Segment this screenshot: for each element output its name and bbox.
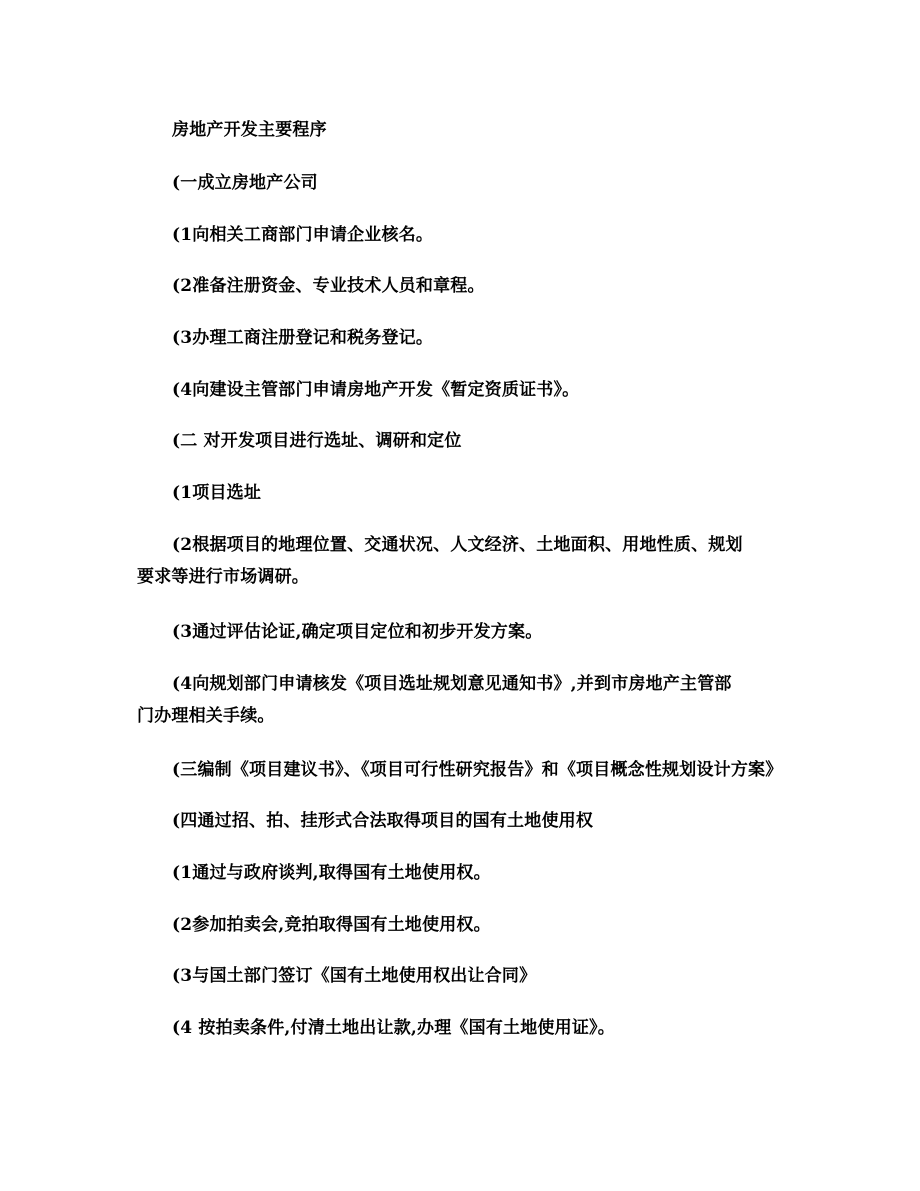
paragraph-4: (3办理工商注册登记和税务登记。 <box>172 328 434 348</box>
paragraph-13: (1通过与政府谈判,取得国有土地使用权。 <box>172 863 491 883</box>
paragraph-9: (3通过评估论证,确定项目定位和初步开发方案。 <box>172 622 543 642</box>
paragraph-11: (三编制《项目建议书》、《项目可行性研究报告》和《项目概念性规划设计方案》 <box>172 760 783 780</box>
paragraph-15: (3与国土部门签订《国有土地使用权出让合同》 <box>172 966 537 986</box>
paragraph-1: (一成立房地产公司 <box>172 173 318 193</box>
paragraph-12: (四通过招、拍、挂形式合法取得项目的国有土地使用权 <box>172 811 594 831</box>
paragraph-3: (2准备注册资金、专业技术人员和章程。 <box>172 276 485 296</box>
paragraph-6: (二 对开发项目进行选址、调研和定位 <box>172 431 462 451</box>
paragraph-2: (1向相关工商部门申请企业核名。 <box>172 225 434 245</box>
paragraph-16: (4 按拍卖条件,付清土地出让款,办理《国有土地使用证》。 <box>172 1018 615 1038</box>
paragraph-14: (2参加拍卖会,竞拍取得国有土地使用权。 <box>172 915 491 935</box>
paragraph-8: (2根据项目的地理位置、交通状况、人文经济、土地面积、用地性质、规划要求等进行市场调研。 <box>137 535 743 587</box>
paragraph-7: (1项目选址 <box>172 483 262 503</box>
paragraph-10: (4向规划部门申请核发《项目选址规划意见通知书》,并到市房地产主管部门办理相关手续。 <box>137 674 732 726</box>
paragraph-5: (4向建设主管部门申请房地产开发《暂定资质证书》。 <box>172 380 580 400</box>
document-title: 房地产开发主要程序 <box>172 120 327 140</box>
